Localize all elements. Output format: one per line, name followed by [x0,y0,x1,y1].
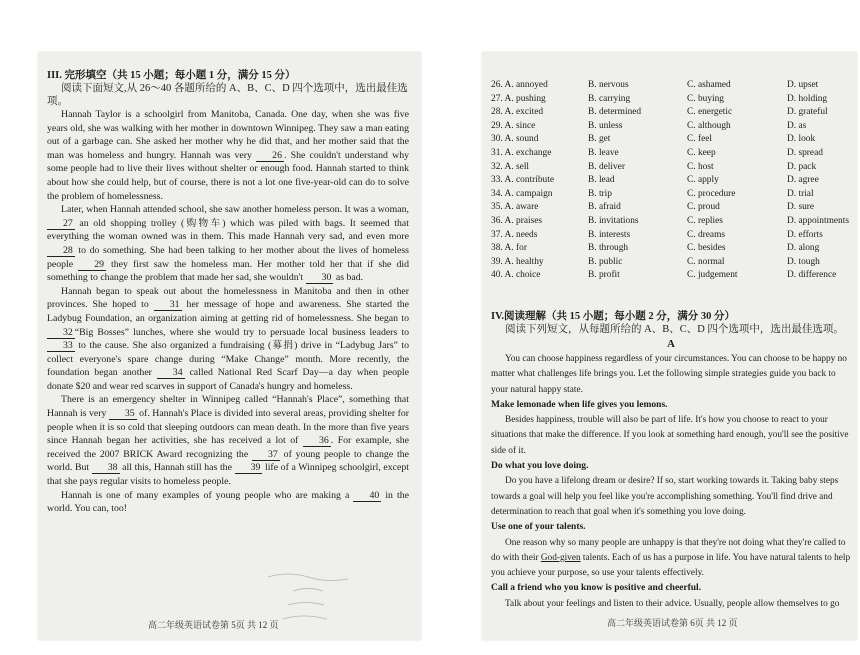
option-b: B. carrying [588,93,631,104]
strategy-heading: Do what you love doing. [491,461,589,472]
option-a-text: A. choice [504,270,541,281]
strategy-paragraph [491,536,851,582]
option-a [491,188,552,202]
cloze-passage [47,108,409,516]
option-c: C. ashamed [687,80,731,90]
paragraph-text: an old shopping trolley (购物车) which was piled with bags. It seemed that everything the woman owned was in them. This made Hannah very sad, and even more [47,217,409,243]
paragraph-text: of young people to change the world. But [47,448,409,474]
question-number: 37. [491,229,503,240]
option-a [491,133,538,147]
question-number: 30. [491,134,503,145]
page-footer-right: 高二年级英语试卷第 6页 共 12 页 [607,618,738,628]
option-c: C. dreams [687,229,726,240]
option-a-text: A. since [504,120,536,131]
paragraph-text: they first saw the homeless man. Her mother told her that if she did something to change the problem that made her sad, she wouldn't [47,258,409,284]
option-a [491,269,540,283]
paragraph-text: Talk about your feelings and listen to their advice. Usually, people allow themselves to go [505,598,840,609]
option-a-text: A. campaign [504,188,553,199]
passage-blocks [491,398,851,612]
cloze-paragraph [47,393,409,488]
option-d: D. pack [787,161,817,172]
paragraph-text: Hannah Taylor is a schoolgirl from Manitoba, Canada. One day, when she was five years old, she was walking with her mother in downtown Winnipeg. They saw a man eating out of a garbage can. She asked her mother why he did that, and her mother said that the man was homeless and hungry. Hannah was very [47,109,409,161]
option-a [491,229,537,243]
option-b: B. profit [588,270,620,281]
option-row [491,188,857,202]
option-c: C. replies [687,215,723,226]
option-row [491,120,857,134]
passage-intro: You can choose happiness regardless of your circumstances. You can choose to be happy no matter what challenges life brings you. Let the following simple strategies guide you back to your natural happy state. [491,354,847,395]
option-b: B. nervous [588,80,629,90]
option-c: C. besides [687,243,726,254]
paragraph-text: in the world. You can, too! [47,489,409,515]
option-b: B. lead [588,175,615,186]
reading-section [491,310,851,612]
cloze-blank: 34 [157,367,185,379]
question-number: 29. [491,120,503,131]
option-a-text: A. praises [504,215,543,226]
option-c: C. judgement [687,270,738,281]
option-c: C. host [687,161,714,172]
option-a-text: A. pushing [504,93,546,104]
option-d: D. as [787,120,807,131]
cloze-blank: 31 [154,299,182,311]
option-row [491,93,857,107]
cloze-blank: 28 [47,245,75,257]
option-a [491,106,543,120]
cloze-blank: 38 [92,462,120,474]
option-a [491,147,551,161]
cloze-blank: 27 [47,218,75,230]
cloze-section [47,69,409,516]
option-b: B. invitations [588,215,639,226]
strategy-paragraph [491,413,851,459]
option-c: C. feel [687,134,712,145]
option-c: C. keep [687,147,716,158]
strategy-heading: Use one of your talents. [491,522,586,533]
strategy-heading: Call a friend who you know is positive and cheerful. [491,583,702,594]
option-a [491,161,529,175]
cloze-options-table [491,79,857,283]
option-c: C. although [687,120,731,131]
cloze-blank: 39 [235,462,263,474]
cloze-blank: 35 [109,408,137,420]
option-d: D. sure [787,202,815,213]
option-b: B. unless [588,120,623,131]
cloze-blank: 26 [256,150,284,162]
paragraph-text: There is an emergency shelter in Winnipeg called “Hannah's Place”, something that Hannah is very [47,394,409,420]
option-a [491,256,544,270]
cloze-paragraph [47,285,409,394]
strategy-paragraph [491,597,851,612]
question-number: 33. [491,175,503,186]
cloze-paragraph [47,203,409,285]
paragraph-text: One reason why so many people are unhappy is that they're not doing what they're called to do with their [491,537,846,563]
question-number: 35. [491,202,503,213]
option-row [491,147,857,161]
cloze-paragraph [47,108,409,203]
reading-instruction: 阅读下列短文，从每题所给的 A、B、C、D 四个选项中，选出最佳选项。 [505,324,844,335]
paragraph-text: life of a Winnipeg schoolgirl, except that she pays regular visits to homeless people. [47,462,409,488]
cloze-instruction: 阅读下面短文,从 26～40 各题所给的 A、B、C、D 四个选项中，选出最佳选项。 [47,83,408,107]
option-row [491,229,857,243]
question-number: 38. [491,243,503,254]
option-d: D. difference [787,270,837,281]
question-number: 36. [491,215,503,226]
paragraph-text: of. Hannah's Place is divided into several areas, providing shelter for people when it is so cold that sleeping outdoors can mean death. In the more than five years since Hannah began her activities, she has received a lot of [47,408,409,447]
option-b: B. public [588,256,623,267]
option-d: D. grateful [787,107,828,118]
option-a-text: A. for [504,243,527,254]
option-c: C. normal [687,256,725,267]
question-number: 32. [491,161,503,172]
option-a-text: A. exchange [504,147,552,158]
option-a-text: A. aware [504,202,539,213]
option-d: D. along [787,243,820,254]
cloze-blank: 40 [353,490,381,502]
exam-page-right [482,52,857,640]
option-a [491,242,527,256]
option-d: D. look [787,134,816,145]
paragraph-text: talents. Each of us has a purpose in life. You have natural talents to help you achieve your purpose, so use your talents effectively. [491,552,851,579]
option-a [491,215,542,229]
option-row [491,79,857,93]
paragraph-text: Hannah is one of many examples of young people who are making a [61,489,354,501]
cloze-paragraph [47,489,409,516]
question-number: 26. [491,80,503,90]
option-b: B. interests [588,229,631,240]
option-row [491,215,857,229]
option-a-text: A. sound [504,134,539,145]
strategy-heading: Make lemonade when life gives you lemons. [491,399,668,410]
option-b: B. afraid [588,202,621,213]
option-b: B. trip [588,188,612,199]
option-d: D. tough [787,256,820,267]
option-row [491,256,857,270]
option-a [491,79,548,93]
passage-letter: A [667,338,675,350]
paragraph-text: . For example, she received the 2007 BRICK Award recognizing the [47,435,409,460]
option-d: D. upset [787,80,819,90]
option-d: D. appointments [787,215,849,226]
option-b: B. leave [588,147,619,158]
option-row [491,201,857,215]
option-a-text: A. excited [504,107,544,118]
cloze-blank: 32 [47,327,75,339]
cloze-blank: 37 [252,449,280,461]
paragraph-text: to do something. She had been talking to her mother about the lives of homeless people [47,244,409,270]
option-c: C. buying [687,93,724,104]
option-b: B. determined [588,107,642,118]
paragraph-text: . She couldn't understand why some people had to live their lives without shelter or enough food. Hannah started to think about how she could help, but of course, there is not a lot one five-year-old can do to solve the problem of homelessness. [47,149,410,202]
paragraph-text: Besides happiness, trouble will also be part of life. It's how you choose to react to your situations that make the difference. If you look at something hard enough, you'll see the positive side of it. [491,415,849,456]
question-number: 27. [491,93,503,104]
option-d: D. spread [787,147,823,158]
option-row [491,133,857,147]
paragraph-text: all this, Hannah still has the [119,462,235,474]
question-number: 34. [491,188,503,199]
option-row [491,161,857,175]
cloze-heading: III. 完形填空（共 15 小题；每小题 1 分，满分 15 分） [47,70,296,81]
paragraph-text: Hannah began to speak out about the homelessness in Manitoba and then in other provinces. She hoped to [47,285,409,311]
question-number: 39. [491,256,503,267]
paragraph-text: called National Red Scarf Day—a day when people donate $20 and wear red scarves in support of Canada's hungry and homeless. [47,367,409,392]
option-b: B. deliver [588,161,625,172]
option-c: C. proud [687,202,720,213]
page-footer-left: 高二年级英语试卷第 5页 共 12 页 [148,620,279,630]
exam-page-left [38,52,421,640]
option-c: C. energetic [687,107,733,118]
question-number: 40. [491,270,503,281]
question-number: 28. [491,107,503,118]
question-number: 31. [491,147,503,158]
paragraph-text: to the cause. She also organized a fundraising (募捐) drive in “Ladybug Jars” to collect everyone's spare change during “Make Change” month. More recently, the foundation began another [47,340,409,379]
option-a-text: A. annoyed [504,80,548,90]
reading-heading: IV.阅读理解（共 15 小题；每小题 2 分，满分 30 分） [491,311,735,322]
option-c: C. apply [687,175,719,186]
option-d: D. agree [787,175,819,186]
cloze-blank: 30 [306,272,334,284]
option-a [491,174,554,188]
paragraph-text: her message of hope and awareness. She started the Ladybug Foundation, an organization aiming at getting rid of homelessness. She began to [47,299,410,324]
paragraph-text: “Big Bosses” lunches, where she would try to persuade local business leaders to [74,326,409,338]
option-a-text: A. sell [504,161,530,172]
cloze-blank: 33 [47,340,75,352]
option-b: B. through [588,243,629,254]
option-a [491,201,538,215]
option-row [491,242,857,256]
paragraph-text: Do you have a lifelong dream or desire? If so, start working towards it. Taking baby steps towards a goal will help you feel like you're accomplishing something. You'll find drive and determination to reach that goal when it's something you love doing. [491,476,839,517]
underlined-word: God-given [540,552,581,563]
option-a [491,120,535,134]
faint-handwriting [263,567,383,627]
cloze-blank: 36 [303,435,331,447]
option-c: C. procedure [687,188,736,199]
cloze-blank: 29 [78,259,106,271]
paragraph-text: as bad. [333,272,364,284]
option-a-text: A. healthy [504,256,544,267]
option-row [491,174,857,188]
option-a-text: A. needs [504,229,538,240]
option-d: D. trial [787,188,814,199]
strategy-paragraph [491,474,851,520]
option-row [491,269,857,283]
paragraph-text: Later, when Hannah attended school, she saw another homeless person. It was a woman, [61,204,409,216]
option-a-text: A. contribute [504,175,555,186]
option-b: B. get [588,134,611,145]
option-a [491,93,546,107]
option-d: D. efforts [787,229,823,240]
option-row [491,106,857,120]
option-d: D. holding [787,93,828,104]
